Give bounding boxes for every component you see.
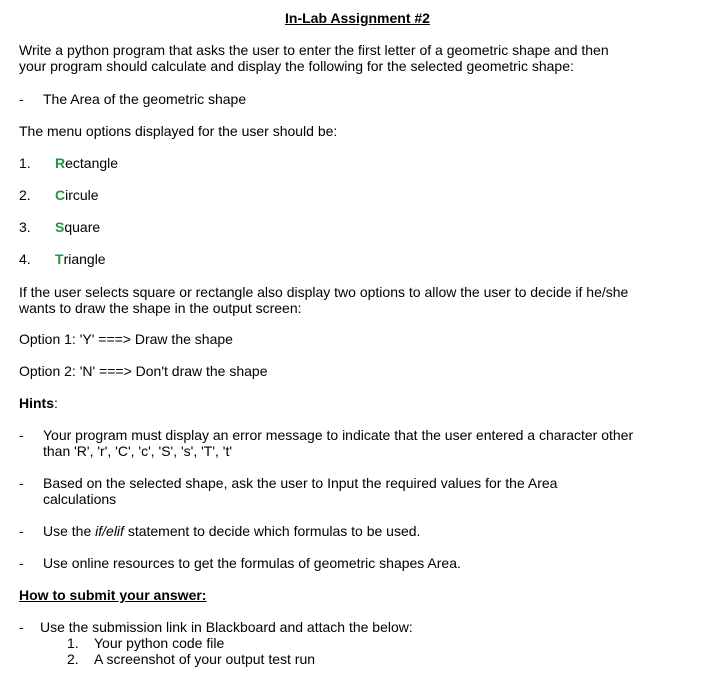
bullet-dash: -: [19, 475, 24, 491]
draw-intro-line-2: wants to draw the shape in the output screen:: [19, 300, 302, 316]
menu-label-rest: riangle: [63, 251, 106, 267]
hints-colon: :: [54, 395, 58, 411]
submit-heading: How to submit your answer:: [19, 587, 207, 603]
menu-label: [55, 155, 118, 171]
hints-heading: [19, 395, 58, 411]
menu-label-rest: ircule: [65, 187, 99, 203]
menu-key-letter: T: [55, 251, 64, 267]
hint-item: [0, 427, 715, 459]
page-title: In-Lab Assignment #2: [285, 10, 430, 26]
menu-number: 4.: [19, 251, 31, 267]
hint-3-post: statement to decide which formulas to be used.: [123, 523, 421, 539]
calc-item-text: The Area of the geometric shape: [43, 91, 247, 107]
bullet-dash: -: [19, 91, 24, 107]
menu-number: 1.: [19, 155, 31, 171]
menu-key-letter: R: [55, 155, 66, 171]
option-1: Option 1: 'Y' ===> Draw the shape: [19, 331, 233, 347]
draw-intro-line-1: If the user selects square or rectangle also display two options to allow the user to decide if he/she: [19, 284, 629, 300]
menu-label: [55, 187, 99, 203]
hint-2-line-1: Based on the selected shape, ask the user to Input the required values for the Area: [43, 475, 558, 491]
bullet-dash: -: [19, 555, 24, 571]
hints-title: Hints: [19, 395, 54, 411]
submit-list-number: 2.: [67, 651, 79, 667]
bullet-dash: -: [19, 619, 24, 635]
bullet-dash: -: [19, 427, 24, 443]
submit-list-text: A screenshot of your output test run: [94, 651, 316, 667]
bullet-dash: -: [19, 523, 24, 539]
hint-2-line-2: calculations: [43, 491, 117, 507]
menu-label: [55, 219, 100, 235]
submit-item-text: Use the submission link in Blackboard and attach the below:: [40, 619, 413, 635]
menu-key-letter: S: [55, 219, 65, 235]
hint-4-text: Use online resources to get the formulas of geometric shapes Area.: [43, 555, 461, 571]
submit-list-text: Your python code file: [94, 635, 225, 651]
intro-line-2: your program should calculate and display the following for the selected geometric shape:: [19, 58, 574, 74]
menu-label: [55, 251, 106, 267]
menu-label-rest: ectangle: [65, 155, 119, 171]
hint-3-keyword: if/elif: [95, 523, 124, 539]
intro-line-1: Write a python program that asks the user to enter the first letter of a geometric shape and then: [19, 42, 609, 58]
option-2: Option 2: 'N' ===> Don't draw the shape: [19, 363, 268, 379]
hint-item: [0, 475, 715, 507]
submit-list-number: 1.: [67, 635, 79, 651]
menu-number: 3.: [19, 219, 31, 235]
menu-key-letter: C: [55, 187, 66, 203]
menu-label-rest: quare: [64, 219, 101, 235]
hint-1-line-2: than 'R', 'r', 'C', 'c', 'S', 's', 'T', 't': [43, 443, 233, 459]
hint-3-text: [43, 523, 420, 539]
menu-intro: The menu options displayed for the user should be:: [19, 123, 338, 139]
menu-number: 2.: [19, 187, 31, 203]
hint-1-line-1: Your program must display an error message to indicate that the user entered a character other: [43, 427, 634, 443]
hint-3-pre: Use the: [43, 523, 96, 539]
